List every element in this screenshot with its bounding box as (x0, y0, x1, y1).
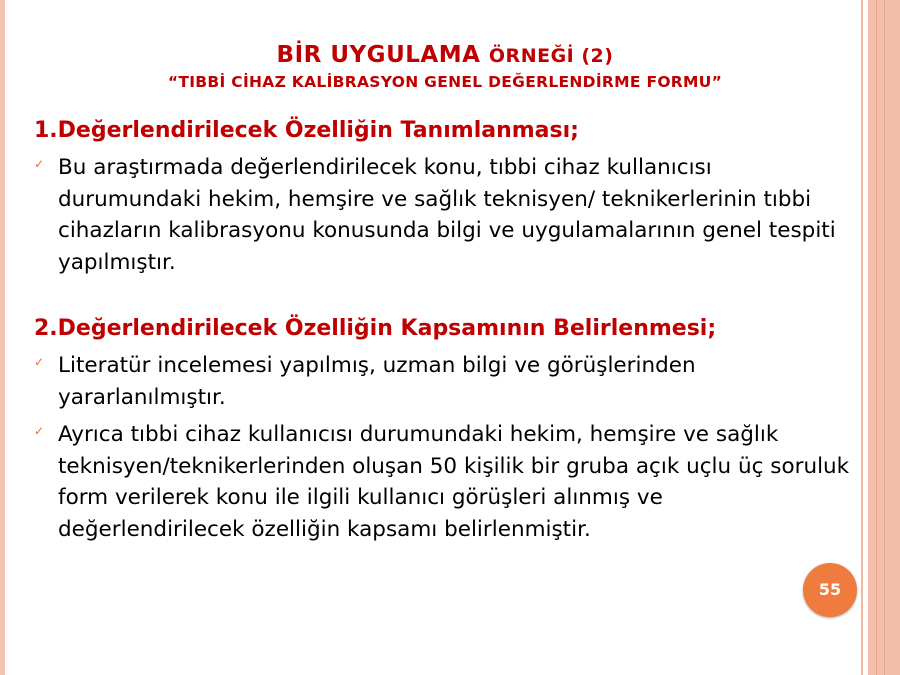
bullet-text: Bu araştırmada değerlendirilecek konu, tıbbi cihaz kullanıcısı durumundaki hekim, hemşire ve sağlık teknisyen/ teknikerlerinin tıbbi cihazların kalibrasyonu konusunda bilgi ve uygulamalarının genel tespiti yapılmıştır. (58, 155, 836, 275)
page-number-badge: 55 (803, 563, 857, 617)
section-heading-2: 2.Değerlendirilecek Özelliğin Kapsamının Belirlenmesi; (34, 316, 717, 341)
bullet-item (34, 419, 854, 545)
bullet-item (34, 152, 854, 278)
slide-content (34, 116, 854, 545)
checkmark-icon: ✓ (34, 355, 45, 369)
right-band-line (884, 0, 885, 675)
checkmark-icon: ✓ (34, 424, 45, 438)
left-decorative-stripe (0, 0, 5, 675)
title-main (0, 40, 890, 71)
bullet-item (34, 350, 854, 413)
right-band-line (876, 0, 877, 675)
checkmark-icon: ✓ (34, 157, 45, 171)
bullet-text: Ayrıca tıbbi cihaz kullanıcısı durumundaki hekim, hemşire ve sağlık teknisyen/teknikerlerinden oluşan 50 kişilik bir gruba açık uçlu üç soruluk form verilerek konu ile ilgili kullanıcı görüşleri alınmış ve değerlendirilecek özelliğin kapsamı belirlenmiştir. (58, 422, 850, 542)
right-decorative-line (861, 0, 863, 675)
title-main-small: ÖRNEĞİ (2) (488, 45, 614, 67)
section-heading-1: 1.Değerlendirilecek Özelliğin Tanımlanması; (34, 118, 579, 143)
title-main-large: BİR UYGULAMA (276, 42, 481, 68)
bullet-text: Literatür incelemesi yapılmış, uzman bilgi ve görüşlerinden yararlanılmıştır. (58, 353, 696, 410)
title-subtitle: “TIBBİ CİHAZ KALİBRASYON GENEL DEĞERLENDİRME FORMU” (167, 73, 723, 91)
slide-title (0, 40, 890, 93)
